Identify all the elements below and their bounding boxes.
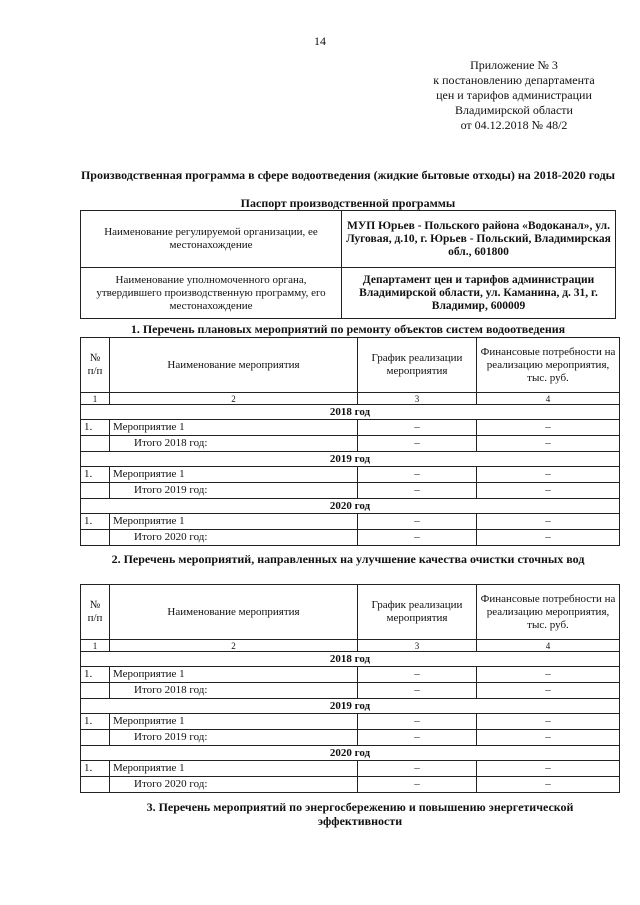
main-title: Производственная программа в сфере водоотведения (жидкие бытовые отходы) на 2018-2020 годы xyxy=(80,168,616,182)
year-row: 2019 год xyxy=(81,452,620,467)
col-num: 2 xyxy=(110,393,358,405)
appendix-line: к постановлению департамента xyxy=(433,73,595,87)
col-num: 3 xyxy=(358,640,477,652)
item-schedule: – xyxy=(358,667,477,683)
total-schedule: – xyxy=(358,436,477,452)
header-name: Наименование мероприятия xyxy=(110,585,358,640)
item-schedule: – xyxy=(358,467,477,483)
item-schedule: – xyxy=(358,420,477,436)
item-name: Мероприятие 1 xyxy=(110,667,358,683)
year-row: 2020 год xyxy=(81,746,620,761)
item-schedule: – xyxy=(358,761,477,777)
item-finance: – xyxy=(477,761,620,777)
appendix-line: Приложение № 3 xyxy=(470,58,558,72)
passport-title: Паспорт производственной программы xyxy=(240,196,456,210)
total-finance: – xyxy=(477,683,620,699)
total-finance: – xyxy=(477,777,620,793)
section-1-title: 1. Перечень плановых мероприятий по ремонту объектов систем водоотведения xyxy=(130,322,566,336)
item-num: 1. xyxy=(81,761,110,777)
item-finance: – xyxy=(477,714,620,730)
total-schedule: – xyxy=(358,777,477,793)
total-label: Итого 2019 год: xyxy=(110,483,358,499)
col-num: 2 xyxy=(110,640,358,652)
col-num: 1 xyxy=(81,640,110,652)
header-schedule: График реализации мероприятия xyxy=(358,585,477,640)
item-name: Мероприятие 1 xyxy=(110,514,358,530)
item-name: Мероприятие 1 xyxy=(110,467,358,483)
total-finance: – xyxy=(477,436,620,452)
header-num: № п/п xyxy=(81,338,110,393)
item-schedule: – xyxy=(358,714,477,730)
total-label: Итого 2020 год: xyxy=(110,530,358,546)
total-label: Итого 2019 год: xyxy=(110,730,358,746)
passport-value-org: МУП Юрьев - Польского района «Водоканал», ул. Луговая, д.10, г. Юрьев - Польский, Владимирская обл., 601800 xyxy=(342,211,616,268)
section-2-table xyxy=(80,584,620,793)
passport-table xyxy=(80,210,616,319)
col-num: 3 xyxy=(358,393,477,405)
item-name: Мероприятие 1 xyxy=(110,420,358,436)
total-finance: – xyxy=(477,483,620,499)
total-schedule: – xyxy=(358,730,477,746)
item-schedule: – xyxy=(358,514,477,530)
passport-value-authority: Департамент цен и тарифов администрации Владимирской области, ул. Каманина, д. 31, г. Владимир, 600009 xyxy=(342,268,616,319)
item-num: 1. xyxy=(81,714,110,730)
section-3-title: 3. Перечень мероприятий по энергосбережению и повышению энергетической эффективности xyxy=(146,800,574,828)
col-num: 4 xyxy=(477,640,620,652)
header-finance: Финансовые потребности на реализацию мероприятия, тыс. руб. xyxy=(477,585,620,640)
item-num: 1. xyxy=(81,514,110,530)
total-schedule: – xyxy=(358,530,477,546)
header-finance: Финансовые потребности на реализацию мероприятия, тыс. руб. xyxy=(477,338,620,393)
col-num: 1 xyxy=(81,393,110,405)
header-schedule: График реализации мероприятия xyxy=(358,338,477,393)
item-finance: – xyxy=(477,420,620,436)
total-finance: – xyxy=(477,530,620,546)
year-row: 2018 год xyxy=(81,405,620,420)
year-row: 2020 год xyxy=(81,499,620,514)
header-num: № п/п xyxy=(81,585,110,640)
item-finance: – xyxy=(477,467,620,483)
header-name: Наименование мероприятия xyxy=(110,338,358,393)
total-schedule: – xyxy=(358,483,477,499)
total-finance: – xyxy=(477,730,620,746)
appendix-line: Владимирской области xyxy=(455,103,573,117)
item-finance: – xyxy=(477,667,620,683)
item-name: Мероприятие 1 xyxy=(110,714,358,730)
item-name: Мероприятие 1 xyxy=(110,761,358,777)
section-1-table xyxy=(80,337,620,546)
item-num: 1. xyxy=(81,420,110,436)
section-2-title: 2. Перечень мероприятий, направленных на улучшение качества очистки сточных вод xyxy=(111,552,585,566)
year-row: 2019 год xyxy=(81,699,620,714)
appendix-line: цен и тарифов администрации xyxy=(436,88,592,102)
col-num: 4 xyxy=(477,393,620,405)
total-schedule: – xyxy=(358,683,477,699)
appendix-line: от 04.12.2018 № 48/2 xyxy=(460,118,568,132)
passport-label-authority: Наименование уполномоченного органа, утвердившего производственную программу, его местонахождение xyxy=(81,268,342,319)
total-label: Итого 2018 год: xyxy=(110,683,358,699)
total-label: Итого 2018 год: xyxy=(110,436,358,452)
item-num: 1. xyxy=(81,467,110,483)
appendix-block xyxy=(414,58,614,133)
year-row: 2018 год xyxy=(81,652,620,667)
total-label: Итого 2020 год: xyxy=(110,777,358,793)
item-finance: – xyxy=(477,514,620,530)
page-number: 14 xyxy=(314,34,326,48)
item-num: 1. xyxy=(81,667,110,683)
passport-label-org: Наименование регулируемой организации, ее местонахождение xyxy=(81,211,342,268)
